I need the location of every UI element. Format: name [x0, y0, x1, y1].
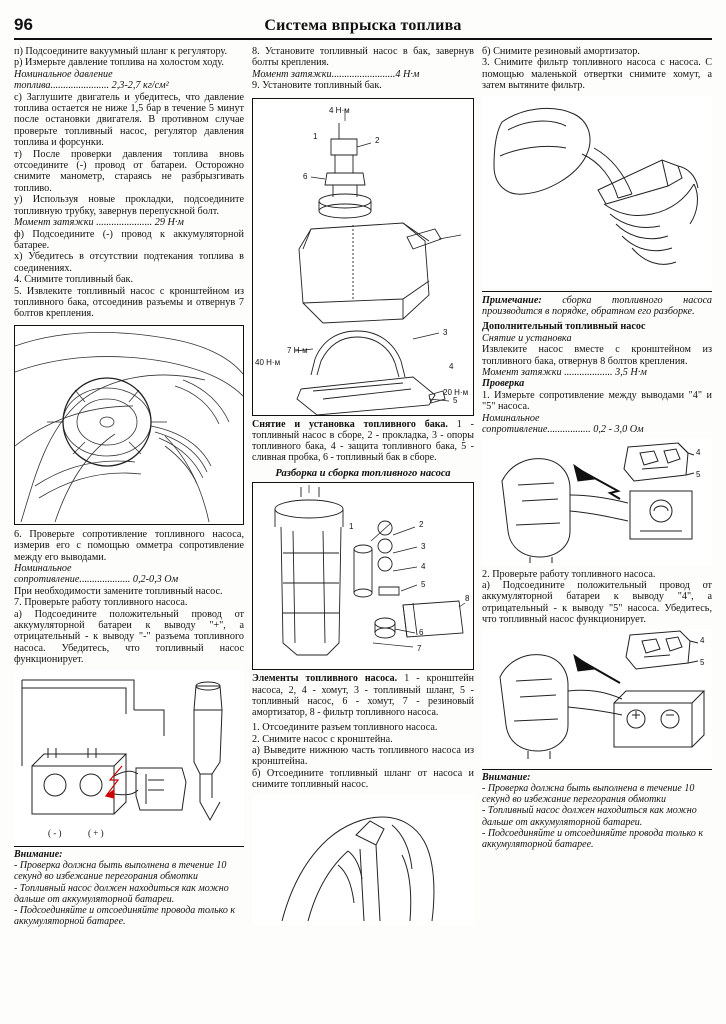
figure1-caption-body: 1 - топливный насос в сборе, 2 - прокладка, 3 - опоры топливного бака, 4 - защита топливного бака, 5 - сливная пробка, 6 - топливный бак в сборе. [252, 418, 474, 464]
figure-battery-connection-test [482, 629, 712, 765]
c3-p4: 1. Измерьте сопротивление между выводами "4" и "5" насоса. [482, 389, 712, 413]
fig2-label-8: 8 [465, 594, 470, 604]
figure-fuel-pump-install [14, 325, 244, 525]
c1-torque: Момент затяжки ...................... 29 Н·м [14, 217, 184, 229]
fig2-label-2: 2 [419, 520, 424, 530]
page-number: 96 [14, 15, 33, 34]
fig4-label-4: 4 [700, 635, 705, 645]
c1-p13: а) Подсоедините положительный провод от аккумуляторной батареи к выводу "+", а отрицательный - к выводу "-" разъема топливного насоса. Убедитесь, что топливный насос функционирует. [14, 608, 244, 666]
c1-p2: р) Измерьте давление топлива на холостом ходу. [14, 57, 224, 69]
divider-note [482, 291, 712, 292]
fig1-label-6: 6 [303, 171, 308, 181]
c1-nominal-label: Номинальное давление [14, 68, 113, 80]
c1-p8: 4. Снимите топливный бак. [14, 274, 134, 286]
c2-p5: а) Выведите нижнюю часть топливного насоса из кронштейна. [252, 745, 474, 768]
fig1-label-1: 4 Н·м [329, 105, 350, 115]
fig2-label-4: 4 [421, 562, 426, 572]
c3-note [482, 295, 712, 318]
warning-3-right: - Подсоединяйте и отсоединяйте провода только к аккумуляторной батарее. [482, 828, 704, 851]
c1-p4: т) После проверки давления топлива вновь отсоедините (-) провод от батареи. Осторожно снимите манометр, стараясь не разбрызгивать топливо. [14, 148, 244, 194]
fig2-label-7: 7 [417, 644, 422, 654]
fig1-label-1b: 1 [313, 131, 318, 141]
c1-nominal-value: топлива....................... 2,3-2,7 кг/см² [14, 80, 169, 92]
c3-p6: а) Подсоедините положительный провод от аккумуляторной батареи к выводу "4", а отрицательный - к выводу "5" насоса. Убедитесь, что топливный насос функционирует. [482, 579, 712, 626]
svg-text:( + ): ( + ) [88, 827, 104, 838]
warning-2-left: - Топливный насос должен находиться как можно дальше от аккумуляторной батареи. [14, 882, 229, 905]
c2-p3: 1. Отсоедините разъем топливного насоса. [252, 722, 438, 734]
fig1-label-20nm: 20 Н·м [443, 387, 469, 397]
fig2-label-3: 3 [421, 542, 426, 552]
column-right [482, 46, 712, 1006]
fig1-label-7nm: 7 Н·м [287, 345, 308, 355]
c2-p1: 8. Установите топливный насос в бак, завернув болты крепления. [252, 46, 474, 69]
c3-sub2: Проверка [482, 378, 525, 390]
c2-p4: 2. Снимите насос с кронштейна. [252, 733, 393, 745]
fig3-label-5: 5 [696, 469, 701, 479]
c2-p2: 9. Установите топливный бак. [252, 80, 382, 92]
c1-p6: ф) Подсоедините (-) провод к аккумуляторной батарее. [14, 228, 244, 251]
figure2-caption-body: 1 - кронштейн насоса, 2, 4 - хомут, 3 - топливный шланг, 5 - топливный насос, 6 - хомут, 7 - резиновый амортизатор, 8 - фильтр топливного насоса. [252, 673, 475, 719]
c3-torque: Момент затяжки ................... 3,5 Н·м [482, 367, 647, 379]
c1-p11: При необходимости замените топливный насос. [14, 585, 223, 597]
figure1-caption-title: Снятие и установка топливного бака. [252, 418, 448, 430]
note-label: Примечание: [482, 294, 542, 306]
fig1-label-5: 5 [453, 395, 458, 405]
c3-p5: 2. Проверьте работу топливного насоса. [482, 568, 656, 580]
warning-1-right: - Проверка должна быть выполнена в течение 10 секунд во избежание перегорания обмотки [482, 782, 695, 806]
fig1-label-3: 3 [443, 327, 448, 337]
warning-2-right: - Топливный насос должен находиться как можно дальше от аккумуляторной батареи. [482, 805, 697, 828]
c1-nominal2-label: Номинальное [14, 562, 72, 574]
figure1-caption [252, 419, 474, 464]
fig1-label-40nm: 40 Н·м [255, 357, 281, 367]
c3-section-title: Дополнительный топливный насос [482, 321, 646, 333]
fig1-label-2: 2 [375, 135, 380, 145]
fig4-label-5: 5 [700, 657, 705, 667]
c3-nominal-value: сопротивление................. 0,2 - 3,0 Ом [482, 424, 644, 436]
c2-p6: б) Отсоедините топливный шланг от насоса и снимите топливный насос. [252, 767, 474, 791]
warning-block-left [14, 846, 244, 928]
c2-torque: Момент затяжки.........................4 Н·м [252, 68, 420, 80]
c1-p10: 6. Проверьте сопротивление топливного насоса, измерив его с помощью омметра сопротивление между его выводами. [14, 528, 244, 563]
c3-nominal-label: Номинальное [482, 412, 540, 424]
c1-p7: х) Убедитесь в отсутствии подтекания топлива в соединениях. [14, 251, 244, 274]
svg-text:( - ): ( - ) [48, 827, 62, 838]
note-body: сборка топливного насоса производится в порядке, обратном его разборке. [482, 294, 712, 318]
fig1-label-4: 4 [449, 361, 454, 371]
figure2-caption [252, 673, 474, 718]
c1-nominal2-value: сопротивление.................... 0,2-0,3 Ом [14, 574, 179, 586]
section-title-pump-disassembly: Разборка и сборка топливного насоса [275, 468, 451, 480]
figure-pump-battery-test [14, 670, 244, 842]
column-left [14, 46, 244, 1006]
figure2-caption-title: Элементы топливного насоса. [252, 673, 398, 685]
c1-p9: 5. Извлеките топливный насос с кронштейном из топливного бака, отсоединив разъемы и отвернув 7 болтов крепления. [14, 285, 244, 320]
c3-p2: 3. Снимите фильтр топливного насоса с насоса. С помощью маленькой отвертки снимите хомут, а затем вытяните фильтр. [482, 57, 712, 92]
warning-1-left: - Проверка должна быть выполнена в течение 10 секунд во избежание перегорания обмотки [14, 859, 227, 883]
fig3-label-4: 4 [696, 447, 701, 457]
c1-p3: с) Заглушите двигатель и убедитесь, что давление топлива остается не ниже 1,5 бар в течение 5 минут после остановки двигателя. В противном случае проверьте топливный насос, регулятор давления топлива и форсунки. [14, 91, 244, 149]
c1-p5: у) Используя новые прокладки, подсоедините топливную трубку, завернув перепускной болт. [14, 194, 244, 217]
figure-hands-pump-removal [252, 795, 474, 925]
fig2-label-1: 1 [349, 522, 354, 532]
c3-sub1: Снятие и установка [482, 332, 572, 344]
page-header [14, 10, 712, 40]
page-title: Система впрыска топлива [264, 17, 462, 34]
figure-fuel-tank-exploded [252, 98, 474, 416]
warning-title-left: Внимание: [14, 848, 63, 860]
column-layout [14, 46, 712, 1006]
warning-title-right: Внимание: [482, 771, 531, 783]
figure-ohmmeter-test [482, 439, 712, 565]
warning-3-left: - Подсоединяйте и отсоединяйте провода только к аккумуляторной батарее. [14, 905, 236, 928]
column-middle [252, 46, 474, 1006]
c3-p3: Извлеките насос вместе с кронштейном из топливного бака, отвернув 8 болтов крепления. [482, 344, 712, 367]
c1-p12: 7. Проверьте работу топливного насоса. [14, 597, 188, 609]
c1-p1: п) Подсоедините вакуумный шланг к регулятору. [14, 46, 228, 57]
c3-p1: б) Снимите резиновый амортизатор. [482, 46, 640, 57]
fig2-label-5: 5 [421, 580, 426, 590]
warning-block-right [482, 769, 712, 851]
figure-filter-removal [482, 96, 712, 288]
figure-pump-components [252, 482, 474, 670]
fig2-label-6: 6 [419, 628, 424, 638]
